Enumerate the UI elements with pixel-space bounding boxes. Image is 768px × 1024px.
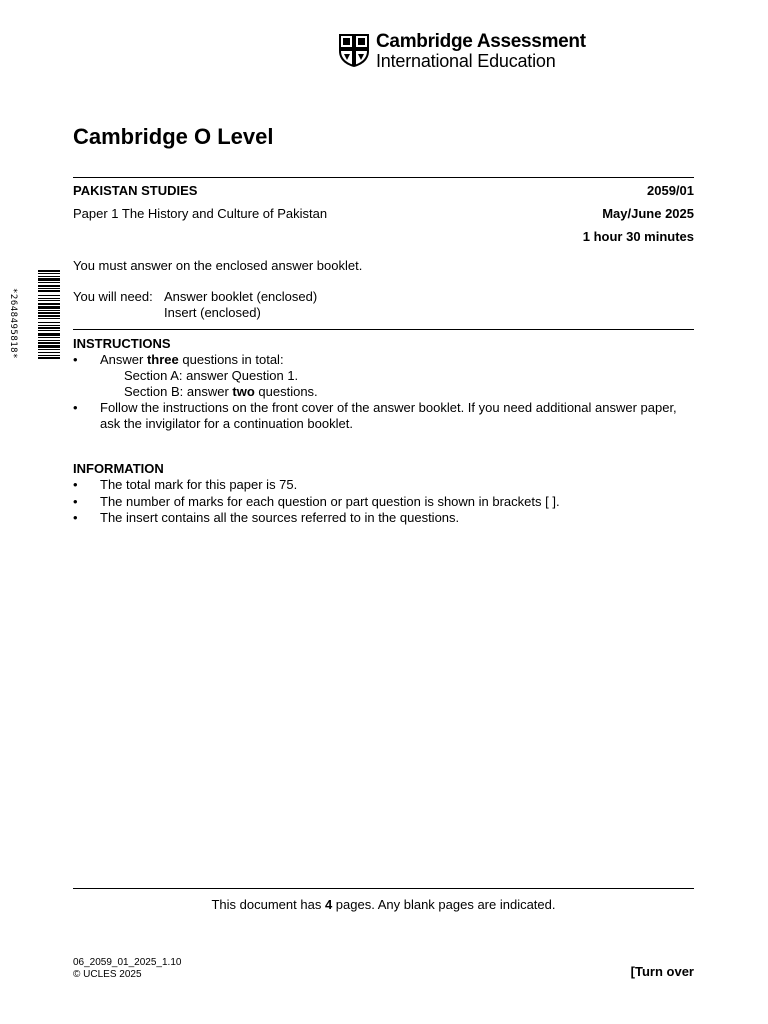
barcode-number: *2648495818* — [8, 288, 18, 360]
bullet: • — [73, 352, 78, 367]
instruction-item: Follow the instructions on the front cover of the answer booklet. If you need additional answer paper, — [100, 400, 677, 415]
divider-top — [73, 177, 694, 178]
information-heading: INFORMATION — [73, 461, 164, 476]
exam-session: May/June 2025 — [602, 206, 694, 221]
need-item: Insert (enclosed) — [164, 305, 261, 320]
answer-note: You must answer on the enclosed answer booklet. — [73, 258, 363, 273]
document-code-block — [73, 957, 181, 981]
exam-duration: 1 hour 30 minutes — [582, 229, 694, 244]
logo-line-1: Cambridge Assessment — [376, 31, 586, 52]
cambridge-logo — [338, 31, 586, 71]
crest-icon — [338, 33, 370, 68]
divider-footer — [73, 888, 694, 889]
barcode — [38, 270, 60, 410]
instruction-item-continued: ask the invigilator for a continuation booklet. — [100, 416, 353, 431]
bullet: • — [73, 477, 78, 492]
need-label: You will need: — [73, 289, 153, 304]
logo-line-2: International Education — [376, 51, 556, 71]
subject-name: PAKISTAN STUDIES — [73, 183, 198, 198]
paper-title: Paper 1 The History and Culture of Pakistan — [73, 206, 328, 221]
instructions-heading: INSTRUCTIONS — [73, 336, 171, 351]
bullet: • — [73, 400, 78, 415]
turn-over: [Turn over — [630, 964, 694, 979]
bullet: • — [73, 494, 78, 509]
information-item: The number of marks for each question or part question is shown in brackets [ ]. — [100, 494, 560, 509]
page-count-note: This document has 4 pages. Any blank pages are indicated. — [211, 897, 556, 912]
information-item: The total mark for this paper is 75. — [100, 477, 298, 492]
divider-middle — [73, 329, 694, 330]
information-item: The insert contains all the sources referred to in the questions. — [100, 510, 460, 525]
page-title: Cambridge O Level — [73, 124, 274, 149]
syllabus-code: 2059/01 — [647, 183, 694, 198]
document-code: 06_2059_01_2025_1.10 — [73, 957, 182, 968]
instruction-subitem: Section B: answer two questions. — [124, 384, 318, 399]
instruction-subitem: Section A: answer Question 1. — [124, 368, 299, 383]
need-item: Answer booklet (enclosed) — [164, 289, 318, 304]
bullet: • — [73, 510, 78, 525]
copyright: © UCLES 2025 — [73, 969, 142, 980]
instruction-item: Answer three questions in total: — [100, 352, 284, 367]
